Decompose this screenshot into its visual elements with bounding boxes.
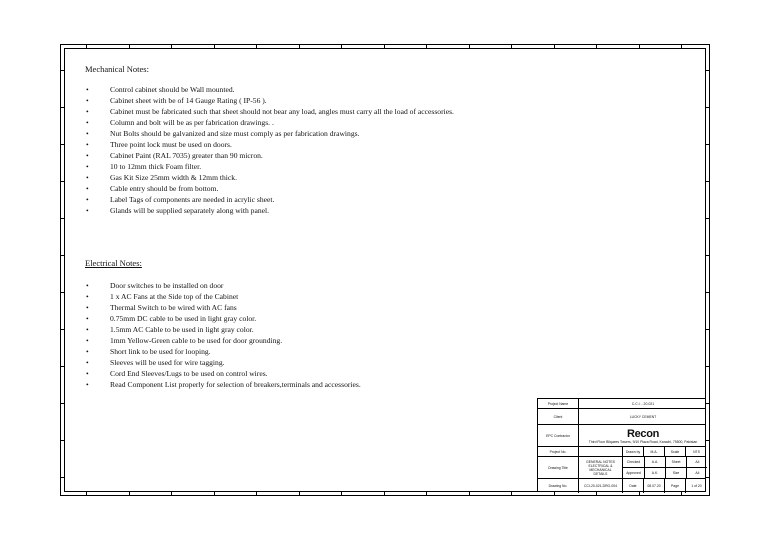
drawing-title-line-1: GENERAL NOTES [586,459,615,464]
border-tick [60,477,64,478]
sheet-value: A4 [686,457,707,467]
drawing-title-line-3: DETAILS [593,471,608,476]
size-value: A4 [686,468,707,479]
border-tick [706,181,710,182]
border-tick [171,44,172,48]
row-drawing-no [538,478,705,493]
client-value: LUCKY CEMENT [578,409,707,424]
client-label: Client [553,414,563,419]
note-item: • Gas Kit Size 25mm width & 12mm thick. [85,172,454,183]
note-item: • Cable entry should be from bottom. [85,183,454,194]
border-tick [60,255,64,256]
note-item: • Cabinet sheet with be of 14 Gauge Rating ( IP-56 ). [85,95,454,106]
border-tick [554,44,555,48]
drawing-title-label: Drawing Title [548,465,568,470]
project-name-label: Project Name [547,401,569,406]
note-item: • Cord End Sleeves/Lugs to be used on control wires. [85,368,361,379]
project-no-value [578,447,622,456]
note-item: • 1 x AC Fans at the Side top of the Cabinet [85,291,361,302]
border-tick [469,492,470,496]
border-tick [214,492,215,496]
border-tick [426,492,427,496]
size-label: Size [665,468,686,479]
sheet-label: Sheet [665,457,686,467]
border-tick [681,44,682,48]
mechanical-notes-list [85,84,454,216]
row-project-name [538,399,705,408]
border-tick [129,492,130,496]
border-tick [60,181,64,182]
row-project-no [538,446,705,456]
note-item: • Three point lock must be used on doors. [85,139,454,150]
border-tick [426,44,427,48]
border-tick [706,292,710,293]
epc-value [578,425,707,446]
border-tick [60,107,64,108]
mechanical-notes-heading: Mechanical Notes: [85,64,149,74]
border-tick [341,492,342,496]
title-block [537,398,706,492]
note-item: • Glands will be supplied separately along with panel. [85,205,454,216]
border-tick [60,70,64,71]
drawing-title-value [578,457,622,478]
project-no-label: Project No. [549,449,567,454]
border-tick [706,218,710,219]
note-item: • Sleeves will be used for wire tagging. [85,357,361,368]
border-tick [256,44,257,48]
border-tick [214,44,215,48]
note-item: • 10 to 12mm thick Foam filter. [85,161,454,172]
project-name-value: C.C.I. - 20-021 [578,399,707,408]
note-item: • Read Component List properly for selection of breakers,terminals and accessories. [85,379,361,390]
date-label: Date [622,479,643,493]
drawing-no-label: Drawing No. [548,484,568,488]
drawing-title-line-2: ELECTRICAL & MECHANICAL [588,463,613,472]
note-item: • 1mm Yellow-Green cable to be used for door grounding. [85,335,361,346]
border-tick [171,492,172,496]
drawing-no-value: CCI-20-021-DRG-004 [578,479,622,493]
border-tick [256,492,257,496]
note-item: • Short link to be used for looping. [85,346,361,357]
electrical-notes-heading: Electrical Notes: [85,258,142,268]
note-item: • 0.75mm DC cable to be used in light gray color. [85,313,361,324]
border-tick [706,329,710,330]
border-tick [511,492,512,496]
border-tick [639,44,640,48]
approved-label: Approved [626,470,641,475]
border-tick [384,492,385,496]
note-item: • Label Tags of components are needed in acrylic sheet. [85,194,454,205]
border-tick [60,366,64,367]
note-item: • Door switches to be installed on door [85,280,361,291]
checked-value: A.A. [644,457,665,467]
note-item: • Column and bolt will be as per fabrication drawings. . [85,117,454,128]
border-tick [706,107,710,108]
row-epc [538,424,705,446]
border-tick [86,44,87,48]
border-tick [86,492,87,496]
border-tick [511,44,512,48]
border-tick [60,329,64,330]
checked-label: Checked [626,459,641,464]
note-item: • Thermal Switch to be wired with AC fans [85,302,361,313]
border-tick [60,403,64,404]
drawn-by-label: Drawn by [622,447,643,456]
border-tick [60,218,64,219]
note-item: • Nut Bolts should be galvanized and size must comply as per fabrication drawings. [85,128,454,139]
border-tick [60,292,64,293]
row-client [538,408,705,424]
border-tick [299,492,300,496]
border-tick [299,44,300,48]
note-item: • Cabinet Paint (RAL 7035) greater than 90 micron. [85,150,454,161]
electrical-notes-list [85,280,361,390]
border-tick [706,70,710,71]
recon-logo: Recon [626,427,660,440]
date-value: 08.07.20 [643,479,664,493]
page-label: Page [664,479,685,493]
border-tick [706,366,710,367]
scale-value: NTS [685,447,707,456]
drawn-by-value: M.A. [643,447,664,456]
border-tick [596,44,597,48]
scale-label: Scale [664,447,685,456]
border-tick [706,144,710,145]
approval-grid [622,457,707,478]
border-tick [60,440,64,441]
border-tick [384,44,385,48]
border-tick [469,44,470,48]
approved-value: A.K. [644,468,665,479]
border-tick [129,44,130,48]
note-item: • 1.5mm AC Cable to be used in light gray color. [85,324,361,335]
logo-address: Third Floor Bilquees Towers, 9/10 Plaza Road, Karachi, 75500, Pakistan [588,439,698,444]
border-tick [706,255,710,256]
border-tick [60,144,64,145]
note-item: • Control cabinet should be Wall mounted. [85,84,454,95]
row-drawing-title [538,456,705,478]
page-value: 1 of 20 [685,479,707,493]
note-item: • Cabinet must be fabricated such that sheet should not bear any load, angles must carry all the load of accessories. [85,106,454,117]
border-tick [341,44,342,48]
epc-label: EPC Contractor [546,433,570,438]
